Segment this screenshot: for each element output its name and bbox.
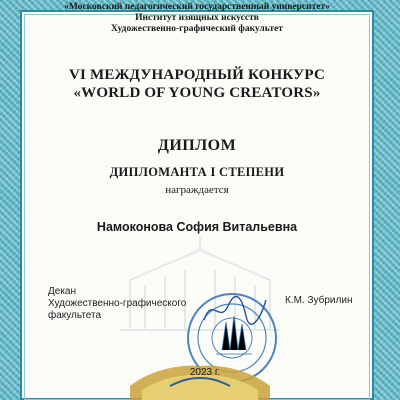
contest-title-line1: VI МЕЖДУНАРОДНЫЙ КОНКУРС [69,67,325,83]
diploma-title: ДИПЛОМ [157,137,237,154]
diploma-degree: ДИПЛОМАНТА I СТЕПЕНИ [109,165,285,179]
year: 2023 г. [189,367,221,378]
dean-title: Декан [48,286,77,297]
dean-faculty-suffix: факультета [48,310,102,321]
awarded-label: награждается [165,184,229,196]
recipient-name: Намоконова София Витальевна [96,220,298,234]
contest-title-line2: «WORLD OF YOUNG CREATORS» [73,85,321,101]
university-emblem-icon [120,356,280,400]
signature-scribble-icon [200,290,270,330]
signatory-name: К.М. Зубрилин [285,295,353,306]
dean-faculty: Художественно-графического [48,298,187,309]
university-name: «Московский педагогический государственный университет» [64,2,330,12]
institute-name: Институт изящных искусств [135,13,259,23]
faculty-name: Художественно-графический факультет [111,24,283,34]
